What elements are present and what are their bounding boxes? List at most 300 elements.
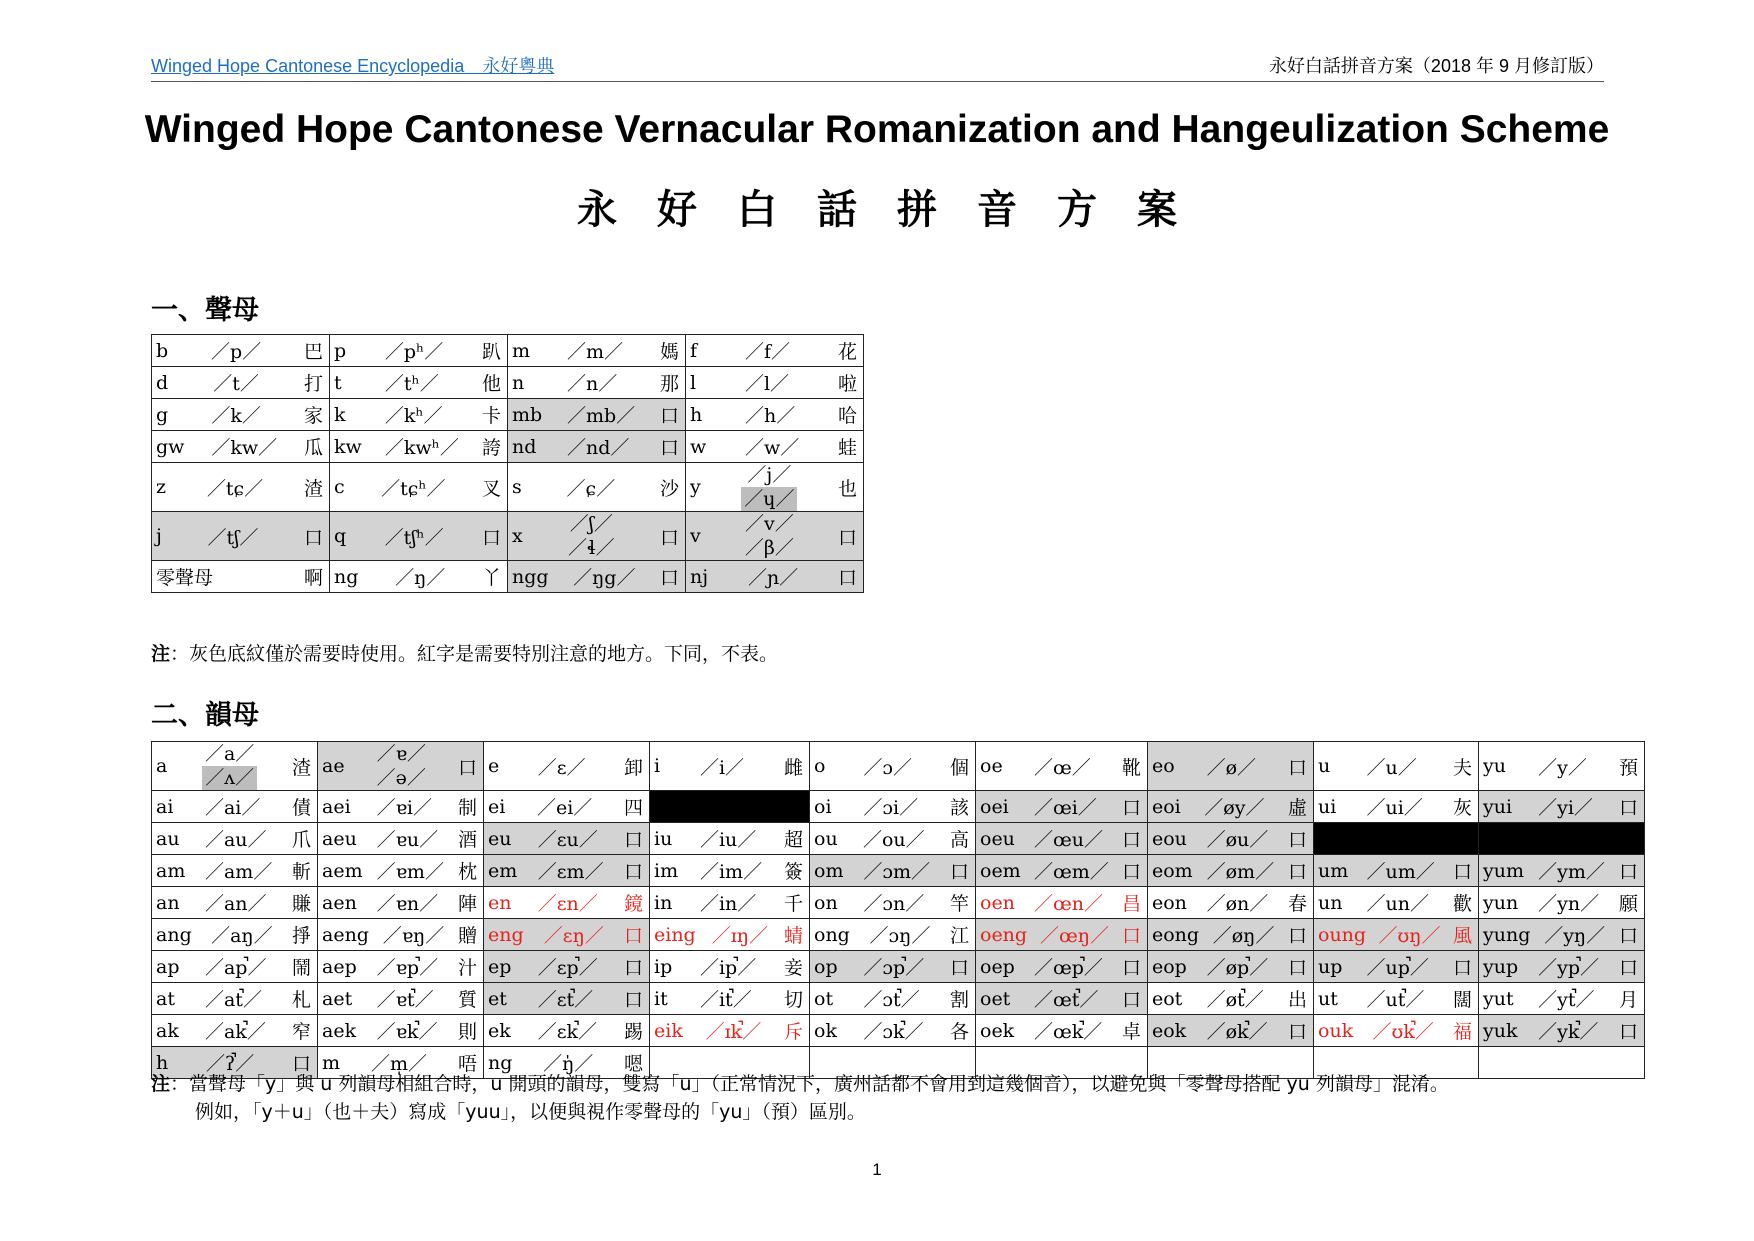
romanization: ou <box>814 827 838 850</box>
cell-content <box>686 335 863 366</box>
ipa: ／øp̚／ <box>1206 957 1269 979</box>
romanization: ang <box>156 923 192 946</box>
example-character: 債 <box>291 797 311 819</box>
example-character: 口 <box>1121 957 1141 979</box>
final-cell <box>484 919 650 951</box>
ipa: ／au／ <box>204 829 267 851</box>
ipa <box>701 512 838 560</box>
ipa: ／øk̚／ <box>1206 1021 1268 1043</box>
romanization: ui <box>1318 795 1337 818</box>
final-cell <box>1479 951 1645 983</box>
ipa: ／ei／ <box>536 797 593 819</box>
ipa: ／yŋ／ <box>1544 925 1606 947</box>
romanization: om <box>814 859 844 882</box>
ipa: ／kwʰ／ <box>384 437 459 459</box>
example-character: 窄 <box>291 1021 311 1043</box>
final-cell <box>810 791 976 823</box>
example-character: 口 <box>1618 1021 1638 1043</box>
table-row <box>152 399 864 431</box>
final-cell <box>484 1015 650 1047</box>
cell-content <box>508 399 685 430</box>
cell-content <box>330 431 507 462</box>
initial-cell <box>330 335 508 367</box>
cell-content <box>810 742 975 790</box>
ipa: ／an／ <box>204 893 267 915</box>
example-character: 口 <box>623 925 643 947</box>
header-divider <box>151 81 1604 82</box>
ipa: ／ŋ／ <box>395 567 446 589</box>
romanization: w <box>690 435 707 458</box>
final-cell <box>318 855 484 887</box>
example-character: 虛 <box>1287 797 1307 819</box>
romanization: b <box>156 339 169 362</box>
romanization: eu <box>488 827 512 850</box>
romanization: ae <box>322 755 345 777</box>
initial-cell <box>508 431 686 463</box>
initial-cell <box>152 561 330 593</box>
ipa: ／ɐk̚／ <box>376 1021 438 1043</box>
cell-content <box>1148 951 1313 982</box>
final-cell <box>1148 951 1314 983</box>
romanization: z <box>156 476 167 498</box>
cell-content <box>1479 1015 1644 1046</box>
cell-content <box>1314 855 1478 886</box>
initial-cell <box>686 512 864 561</box>
cell-content <box>1148 1015 1313 1046</box>
ipa: ／ɪk̚／ <box>705 1021 762 1043</box>
example-character: 贈 <box>457 925 477 947</box>
romanization: et <box>488 987 507 1010</box>
table-row <box>152 335 864 367</box>
final-cell <box>1479 742 1645 791</box>
cell-content <box>152 983 317 1014</box>
ipa: ／ɐu／ <box>376 829 439 851</box>
page-number: 1 <box>872 1160 882 1179</box>
romanization: eik <box>654 1019 683 1042</box>
cell-content <box>810 791 975 822</box>
example-character: 口 <box>659 526 679 549</box>
romanization: oek <box>980 1019 1015 1042</box>
ipa: ／ɔ／ <box>863 756 913 779</box>
table-row <box>152 951 1645 983</box>
final-cell <box>1148 919 1314 951</box>
ipa: ／ɔi／ <box>863 797 919 819</box>
example-character: 卓 <box>1121 1021 1141 1043</box>
romanization: oeng <box>980 923 1028 946</box>
ipa: ／øu／ <box>1206 829 1269 851</box>
final-cell <box>318 742 484 791</box>
final-cell <box>1148 1015 1314 1047</box>
initial-cell <box>686 399 864 431</box>
initial-cell <box>686 431 864 463</box>
final-cell <box>810 1015 976 1047</box>
cell-content <box>686 431 863 462</box>
cell-content <box>1314 919 1478 950</box>
cell-content <box>318 823 483 854</box>
example-character: 口 <box>623 829 643 851</box>
romanization: t <box>334 371 342 394</box>
romanization: h <box>156 1051 169 1074</box>
cell-content <box>976 742 1147 790</box>
cell-content <box>508 335 685 366</box>
ipa: ／ɔp̚／ <box>863 957 925 979</box>
example-character: 口 <box>1287 829 1307 851</box>
finals-table <box>151 741 1645 1079</box>
example-character: 口 <box>1618 957 1638 979</box>
romanization: eo <box>1152 755 1175 777</box>
ipa: ／y／ <box>1538 756 1587 779</box>
romanization: ng <box>334 565 359 588</box>
ipa: ／in／ <box>699 893 757 915</box>
ipa: ／ɛp̚／ <box>537 957 598 979</box>
initial-cell <box>508 512 686 561</box>
example-character: 嗯 <box>623 1053 643 1075</box>
final-cell <box>1314 887 1479 919</box>
table-row <box>152 983 1645 1015</box>
example-character: 賺 <box>291 893 311 915</box>
cell-content <box>508 367 685 398</box>
cell-content <box>318 919 483 950</box>
romanization: nj <box>690 565 709 588</box>
final-cell <box>810 919 976 951</box>
example-character: 沙 <box>659 477 679 500</box>
cell-content <box>484 823 649 854</box>
cell-content <box>686 561 863 592</box>
example-character: 預 <box>1618 756 1638 779</box>
example-character: 家 <box>303 405 323 427</box>
table-row <box>152 431 864 463</box>
ipa: ／ŋg／ <box>573 567 636 589</box>
initial-cell <box>330 512 508 561</box>
final-cell <box>152 742 318 791</box>
cell-content <box>508 431 685 462</box>
final-cell <box>152 823 318 855</box>
note-text: ：灰色底紋僅於需要時使用。紅字是需要特別注意的地方。下同，不表。 <box>170 643 779 665</box>
ipa: ／ɕ／ <box>566 477 616 500</box>
cell-content <box>1148 823 1313 854</box>
romanization: a <box>156 755 168 777</box>
ipa <box>167 742 292 790</box>
romanization: eong <box>1152 923 1200 946</box>
ipa: ／œn／ <box>1033 893 1103 915</box>
header-encyclopedia-link[interactable]: Winged Hope Cantonese Encyclopedia 永好粵典 <box>151 56 555 76</box>
final-cell <box>810 823 976 855</box>
example-character: 口 <box>1287 925 1307 947</box>
romanization: eop <box>1152 955 1187 978</box>
ipa: ／ɛn／ <box>537 893 598 915</box>
final-cell <box>1314 742 1479 791</box>
ipa: ／yp̚／ <box>1538 957 1600 979</box>
ipa: ／ʊk̚／ <box>1372 1021 1434 1043</box>
cell-content <box>650 919 809 950</box>
cell-content <box>484 855 649 886</box>
initial-cell <box>508 561 686 593</box>
ipa: ／m̩／ <box>370 1053 428 1075</box>
ipa: ／i／ <box>699 756 745 779</box>
final-cell <box>1479 983 1645 1015</box>
ipa: ／øt̚／ <box>1206 989 1264 1011</box>
example-character: 則 <box>457 1021 477 1043</box>
romanization: im <box>654 859 679 882</box>
cell-content <box>810 887 975 918</box>
final-cell <box>484 855 650 887</box>
example-character: 妾 <box>783 957 803 979</box>
romanization: eng <box>488 923 524 946</box>
ipa: ／kʰ／ <box>384 405 443 427</box>
cell-content <box>152 399 329 430</box>
cell-content <box>484 887 649 918</box>
cell-content <box>976 1015 1147 1046</box>
romanization: kw <box>334 435 362 458</box>
cell-content <box>152 431 329 462</box>
ipa: ／ɛk̚／ <box>537 1021 598 1043</box>
ipa: ／ø／ <box>1206 756 1257 779</box>
cell-content <box>1314 887 1478 918</box>
romanization: ok <box>814 1019 837 1042</box>
cell-content <box>318 1015 483 1046</box>
final-cell <box>1148 887 1314 919</box>
cell-content <box>686 367 863 398</box>
table-row <box>152 463 864 512</box>
cell-content <box>318 983 483 1014</box>
cell-content <box>650 951 809 982</box>
romanization: s <box>512 476 522 498</box>
final-cell <box>810 742 976 791</box>
final-cell <box>1479 855 1645 887</box>
example-character: 口 <box>623 957 643 979</box>
note-label: 注 <box>151 1073 171 1095</box>
example-character: 口 <box>1452 861 1472 883</box>
example-character: 口 <box>659 437 679 459</box>
final-cell <box>650 823 810 855</box>
romanization: ip <box>654 955 673 978</box>
example-character: 踢 <box>623 1021 643 1043</box>
example-character: 口 <box>1287 756 1307 779</box>
cell-content <box>152 791 317 822</box>
ipa: ／øŋ／ <box>1212 925 1275 947</box>
ipa: ／œŋ／ <box>1040 925 1110 947</box>
example-character: 切 <box>783 989 803 1011</box>
initial-cell <box>330 463 508 512</box>
ipa: ／ɪŋ／ <box>711 925 769 947</box>
final-cell <box>484 951 650 983</box>
romanization: x <box>512 525 523 547</box>
ipa <box>701 463 838 511</box>
final-cell <box>1314 951 1479 983</box>
example-character: 願 <box>1618 893 1638 915</box>
example-character: 口 <box>1452 957 1472 979</box>
romanization: eon <box>1152 891 1187 914</box>
section-heading-finals: 二、韻母 <box>151 700 259 731</box>
table-row <box>152 855 1645 887</box>
initial-cell <box>152 431 330 463</box>
romanization: yup <box>1483 955 1519 978</box>
final-cell <box>484 887 650 919</box>
ipa: ／m／ <box>566 341 624 363</box>
initial-cell <box>508 399 686 431</box>
example-character: 蛙 <box>837 437 857 459</box>
cell-content <box>508 463 685 511</box>
romanization: v <box>690 525 701 547</box>
cell-content <box>1314 791 1478 822</box>
final-cell <box>484 791 650 823</box>
initials-table <box>151 334 864 593</box>
final-cell <box>976 887 1148 919</box>
romanization: aeng <box>322 923 369 946</box>
cell-content <box>330 512 507 560</box>
example-character: 質 <box>457 989 477 1011</box>
romanization: ot <box>814 987 834 1010</box>
cell-content <box>318 951 483 982</box>
romanization: oem <box>980 859 1021 882</box>
ipa: ／kw／ <box>211 437 278 459</box>
example-character: 他 <box>481 373 501 395</box>
example-character: 媽 <box>659 341 679 363</box>
cell-content <box>810 1015 975 1046</box>
final-cell <box>976 823 1148 855</box>
final-cell <box>152 887 318 919</box>
initial-cell <box>508 463 686 512</box>
example-character: 渣 <box>303 477 323 500</box>
cell-content <box>484 791 649 822</box>
romanization: g <box>156 403 169 426</box>
cell-content <box>1479 887 1644 918</box>
ipa: ／ak̚／ <box>204 1021 266 1043</box>
final-cell <box>318 791 484 823</box>
example-character: 口 <box>837 567 857 589</box>
initial-cell <box>686 335 864 367</box>
example-character: 福 <box>1452 1021 1472 1043</box>
ipa: ／øy／ <box>1204 797 1265 819</box>
ipa: ／ɛŋ／ <box>543 925 604 947</box>
cell-content <box>330 367 507 398</box>
cell-content <box>152 823 317 854</box>
romanization: u <box>1318 755 1331 777</box>
romanization: oi <box>814 795 832 818</box>
cell-content <box>152 561 329 592</box>
final-cell <box>650 951 810 983</box>
romanization: p <box>334 339 347 362</box>
cell-content <box>330 463 507 511</box>
example-character: 口 <box>1618 797 1638 819</box>
header-doc-title: 永好白話拼音方案（2018 年 9 月修訂版） <box>1268 56 1604 76</box>
blocked-cell <box>650 791 810 823</box>
ipa-primary: ／v／ <box>744 513 794 535</box>
final-cell <box>1148 742 1314 791</box>
romanization: ep <box>488 955 512 978</box>
ipa: ／ou／ <box>862 829 925 851</box>
romanization: um <box>1318 859 1349 882</box>
example-character: 陣 <box>457 893 477 915</box>
example-character: 口 <box>659 567 679 589</box>
table-row <box>152 887 1645 919</box>
cell-content <box>650 742 809 790</box>
final-cell <box>1314 855 1479 887</box>
final-cell <box>650 983 810 1015</box>
final-cell <box>318 951 484 983</box>
cell-content <box>1479 951 1644 982</box>
ipa: ／øn／ <box>1206 893 1269 915</box>
romanization: an <box>156 891 180 914</box>
ipa <box>523 512 660 560</box>
cell-content <box>810 919 975 950</box>
example-character: 口 <box>837 526 857 549</box>
example-character: 口 <box>1287 1021 1307 1043</box>
cell-content <box>1479 742 1644 790</box>
example-character: 口 <box>1618 925 1638 947</box>
final-cell <box>810 951 976 983</box>
ipa: ／ɔn／ <box>863 893 925 915</box>
ipa-primary: ／ʃ／ <box>569 513 613 535</box>
final-cell <box>810 855 976 887</box>
final-cell <box>1314 983 1479 1015</box>
final-cell <box>152 983 318 1015</box>
romanization: h <box>690 403 703 426</box>
example-character: 口 <box>1121 861 1141 883</box>
example-character: 啦 <box>837 373 857 395</box>
initial-cell <box>152 367 330 399</box>
cell-content <box>976 951 1147 982</box>
example-character: 丫 <box>481 567 501 589</box>
romanization: m <box>512 339 531 362</box>
example-character: 口 <box>291 1053 311 1075</box>
ipa: ／aŋ／ <box>211 925 273 947</box>
ipa: ／ɛ／ <box>537 756 586 779</box>
example-character: 掙 <box>291 925 311 947</box>
cell-content <box>152 855 317 886</box>
example-character: 口 <box>1618 861 1638 883</box>
example-character: 口 <box>949 861 969 883</box>
romanization: aet <box>322 987 353 1010</box>
final-cell <box>650 855 810 887</box>
ipa-primary: ／ɐ／ <box>376 743 426 765</box>
ipa: ／yn／ <box>1538 893 1600 915</box>
ipa: ／at̚／ <box>204 989 262 1011</box>
ipa: ／yt̚／ <box>1538 989 1595 1011</box>
cell-content <box>152 887 317 918</box>
cell-content <box>650 855 809 886</box>
ipa: ／ɛu／ <box>537 829 598 851</box>
ipa: ／ɔk̚／ <box>863 1021 924 1043</box>
final-cell <box>152 1015 318 1047</box>
romanization: aep <box>322 955 357 978</box>
romanization: eou <box>1152 827 1187 850</box>
cell-content <box>1148 983 1313 1014</box>
example-character: 四 <box>623 797 643 819</box>
ipa: ／ɔt̚／ <box>863 989 920 1011</box>
cell-content <box>318 887 483 918</box>
ipa: ／t／ <box>213 373 259 395</box>
romanization: oeu <box>980 827 1015 850</box>
example-character: 口 <box>659 405 679 427</box>
cell-content <box>1479 855 1644 886</box>
romanization: yut <box>1483 987 1514 1010</box>
cell-content <box>508 512 685 560</box>
final-cell <box>1148 791 1314 823</box>
final-cell <box>152 951 318 983</box>
ipa: ／w／ <box>744 437 800 459</box>
ipa: ／œp̚／ <box>1033 957 1103 979</box>
romanization: j <box>156 525 162 547</box>
ipa: ／im／ <box>699 861 763 883</box>
cell-content <box>152 1015 317 1046</box>
ipa: ／yi／ <box>1538 797 1593 819</box>
final-cell <box>810 887 976 919</box>
section-heading-initials: 一、聲母 <box>151 295 259 326</box>
example-character: 春 <box>1287 893 1307 915</box>
ipa: ／ʊŋ／ <box>1378 925 1441 947</box>
romanization: oep <box>980 955 1015 978</box>
